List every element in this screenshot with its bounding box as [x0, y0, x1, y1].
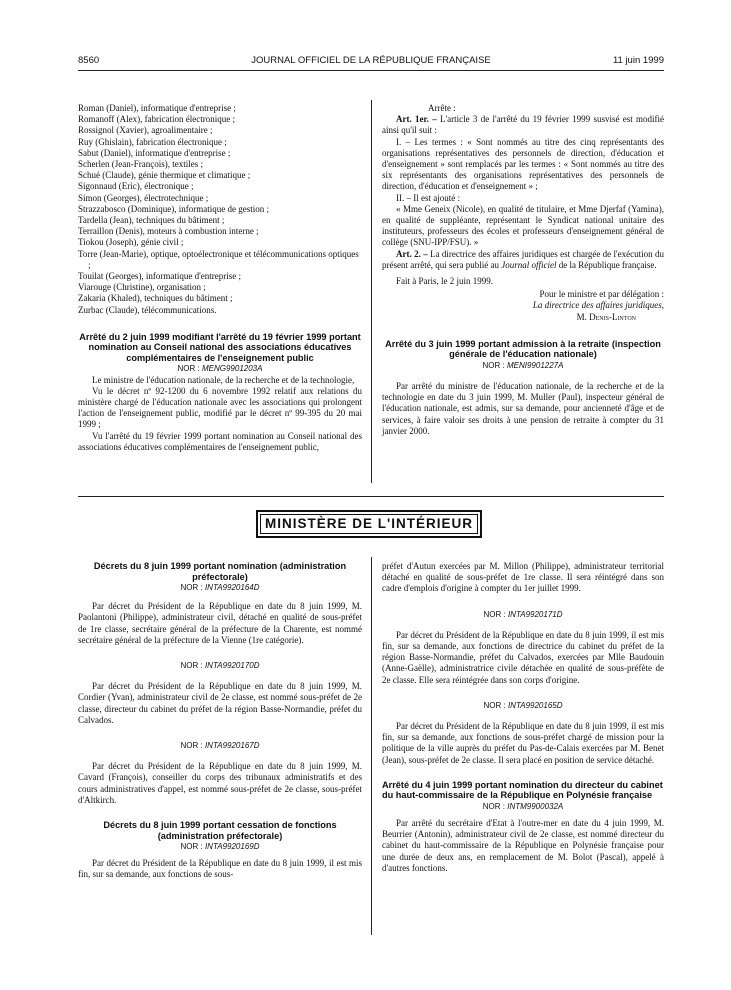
ministry-heading: MINISTÈRE DE L'INTÉRIEUR: [256, 510, 482, 538]
paragraph: Par décret du Président de la République en date du 8 juin 1999, M. Paolantoni (Philippe), administrateur civil, détaché en qualité de sous-préfet de 1re classe, secrétaire général de la préfecture de la Charente, est nommé secrétaire général de la préfecture de la Vienne (1re catégorie).: [78, 601, 362, 645]
item-1: I. – Les termes : « Sont nommés au titre des cinq représentants des organisations représentatives des personnels de direction, d'éducation et d'enseignement » sont remplacés par les termes : « Sont nommés au titre des six représentants des organisations représentatives des personnels de direction, d'éducation et d'enseignement » ;: [382, 136, 664, 192]
paragraph: Par décret du Président de la République en date du 8 juin 1999, il est mis fin, sur sa demande, aux fonctions de sous-préfet chargé de mission pour la politique de la ville auprès du préfet du Pas-de-Calais exercées par M. Benet (Jean), sous-préfet de 2e classe. Il sera placé en position de service détaché.: [382, 721, 664, 765]
paragraph: Par décret du Président de la République en date du 8 juin 1999, il est mis fin, sur sa demande, aux fonctions de sous-: [78, 858, 362, 880]
list-item: Roman (Daniel), informatique d'entreprise ;: [78, 103, 236, 113]
arrete-title: Arrêté du 4 juin 1999 portant nomination du directeur du cabinet du haut-commissaire de la République en Polynésie française: [382, 779, 663, 801]
paragraph: Par arrêté du ministre de l'éducation nationale, de la recherche et de la technologie en date du 3 juin 1999, M. Muller (Paul), inspecteur général de l'éducation nationale, est admis, sur sa demande, pour ancienneté d'âge et de services, à faire valoir ses droits à une pension de retraite à compter du 31 janvier 2000.: [382, 381, 664, 436]
nor-line: NOR : MENI9901227A: [482, 360, 564, 370]
page-number: 8560: [78, 55, 100, 66]
list-item: Torre (Jean-Marie), optique, optoélectronique et télécommunications optiques ;: [78, 248, 359, 270]
list-item: Schué (Claude), génie thermique et climatique ;: [78, 170, 251, 181]
list-item: Strazzabosco (Dominique), informatique de gestion ;: [78, 203, 269, 214]
paragraph: préfet d'Autun exercées par M. Millon (Philippe), administrateur territorial détaché en qualité de sous-préfet de 1re classe. Il sera réintégré dans son cadre d'emplois d'origine à compter du 1er juillet 1999.: [382, 561, 664, 594]
nor-line: NOR : INTA9920171D: [483, 609, 563, 619]
right-bottom-column: [382, 561, 664, 874]
names-list: [78, 103, 362, 316]
nor-line: NOR : MENG9901203A: [177, 364, 263, 374]
paragraph: Par décret du Président de la République en date du 8 juin 1999, M. Cavard (François), conseiller du corps des tribunaux administratifs et des cours administratives d'appel, est nommé sous-préfet de 2e classe, sous-préfet d'Altkirch.: [78, 761, 362, 805]
nor-line: NOR : INTA9920169D: [180, 842, 260, 852]
paragraph: Par décret du Président de la République en date du 8 juin 1999, il est mis fin, sur sa demande, aux fonctions de directrice du cabinet du préfet de la région Basse-Normandie, préfet du Calvados, exercées par Mlle Baudouin (Anne-Gaëlle), administratrice civile détachée en qualité de sous-préfète de 2e classe. Elle sera réintégrée dans son corps d'origine.: [382, 629, 664, 685]
section-rule: [78, 496, 664, 497]
nor-line: NOR : INTM9900032A: [482, 801, 564, 811]
header-rule: [78, 70, 664, 71]
list-item: Terraillon (Denis), moteurs à combustion interne ;: [78, 226, 259, 237]
list-item: Romanoff (Alex), fabrication électronique ;: [78, 114, 236, 125]
left-bottom-column: [78, 561, 362, 881]
list-item: Viarouge (Christine), organisation ;: [78, 282, 206, 293]
list-item: Simon (Georges), électrotechnique ;: [78, 192, 209, 203]
list-item: Rossignol (Xavier), agroalimentaire ;: [78, 125, 213, 136]
nor-line: NOR : INTA9920164D: [180, 583, 260, 592]
signature-name: M. Denis-Linton: [576, 311, 636, 322]
paragraph: Vu le décret nº 92-1200 du 6 novembre 1992 relatif aux relations du ministère chargé de l'éducation nationale avec les associations qui prolongent l'action de l'enseignement public, modifié par le décret nº 99-395 du 20 mai 1999 ;: [78, 385, 362, 430]
signature-line-1: Pour le ministre et par délégation :: [539, 289, 664, 300]
arrete-label: Arrête :: [428, 103, 456, 113]
page-header: [78, 55, 664, 69]
paragraph: Par décret du Président de la République en date du 8 juin 1999, M. Cordier (Yvan), administrateur civil de 2e classe, est nommé sous-préfet de 2e classe, directeur du cabinet du préfet de la région Basse-Normandie, préfet du Calvados.: [78, 681, 362, 725]
item-2-quote: « Mme Geneix (Nicole), en qualité de titulaire, et Mme Djerfaf (Yamina), en qualité de suppléante, représentant le Syndicat national unitaire des instituteurs, professeurs des écoles et professeurs d'enseignement général de collège (SNU-IPP/FSU). »: [382, 203, 664, 248]
right-top-column: [382, 103, 664, 437]
article-1: Art. 1er. – L'article 3 de l'arrêté du 19 février 1999 susvisé est modifié ainsi qu'il suit :: [382, 114, 665, 136]
list-item: Ruy (Ghislain), fabrication électronique ;: [78, 136, 227, 147]
list-item: Sigonnaud (Eric), électronique ;: [78, 181, 194, 192]
paragraph: Par arrêté du secrétaire d'Etat à l'outre-mer en date du 4 juin 1999, M. Beurrier (Antonin), administrateur civil de 2e classe, est nommé directeur du cabinet du haut-commissaire de la République en Polynésie française pour une durée de deux ans, en remplacement de M. Bolot (Pascal), appelé à d'autres fonctions.: [382, 818, 664, 873]
list-item: Scherlen (Jean-François), textiles ;: [78, 159, 203, 170]
list-item: Zakaria (Khaled), techniques du bâtiment ;: [78, 293, 233, 304]
fait-a-paris: Fait à Paris, le 2 juin 1999.: [396, 276, 493, 287]
signature-line-2: La directrice des affaires juridiques,: [532, 300, 664, 311]
list-item: Sabut (Daniel), informatique d'entreprise ;: [78, 147, 231, 158]
paragraph: Vu l'arrêté du 19 février 1999 portant nomination au Conseil national des associations éducatives complémentaires de l'enseignement public,: [78, 430, 362, 452]
item-2: II. – Il est ajouté :: [396, 192, 460, 203]
nor-line: NOR : INTA9920167D: [180, 741, 260, 751]
issue-date: 11 juin 1999: [612, 55, 664, 66]
list-item: Tiokou (Joseph), génie civil ;: [78, 237, 184, 248]
arrete-title: Arrêté du 2 juin 1999 modifiant l'arrêté du 19 février 1999 portant nomination au Conseil national des associations éducatives complémentaires de l'enseignement public: [79, 331, 361, 363]
decrets-title: Décrets du 8 juin 1999 portant cessation de fonctions (administration préfectorale): [103, 820, 337, 841]
journal-title: JOURNAL OFFICIEL DE LA RÉPUBLIQUE FRANÇAISE: [251, 55, 491, 66]
decrets-title: Décrets du 8 juin 1999 portant nomination (administration préfectorale): [93, 561, 347, 582]
arrete-title: Arrêté du 3 juin 1999 portant admission à la retraite (inspection générale de l'éducation nationale): [385, 338, 661, 360]
list-item: Touilat (Georges), informatique d'entreprise ;: [78, 271, 242, 282]
paragraph: Le ministre de l'éducation nationale, de la recherche et de la technologie,: [92, 374, 355, 385]
column-divider: [371, 100, 372, 483]
list-item: Zurbac (Claude), télécommunications.: [78, 304, 217, 315]
nor-line: NOR : INTA9920165D: [483, 700, 563, 710]
list-item: Tardella (Jean), techniques du bâtiment ;: [78, 215, 225, 226]
nor-line: NOR : INTA9920170D: [180, 661, 260, 671]
column-divider: [371, 557, 372, 935]
left-top-column: [78, 103, 362, 453]
article-2: Art. 2. – La directrice des affaires juridiques est chargée de l'exécution du présent arrêté, qui sera publié au Journal officiel de la République française.: [382, 248, 664, 270]
